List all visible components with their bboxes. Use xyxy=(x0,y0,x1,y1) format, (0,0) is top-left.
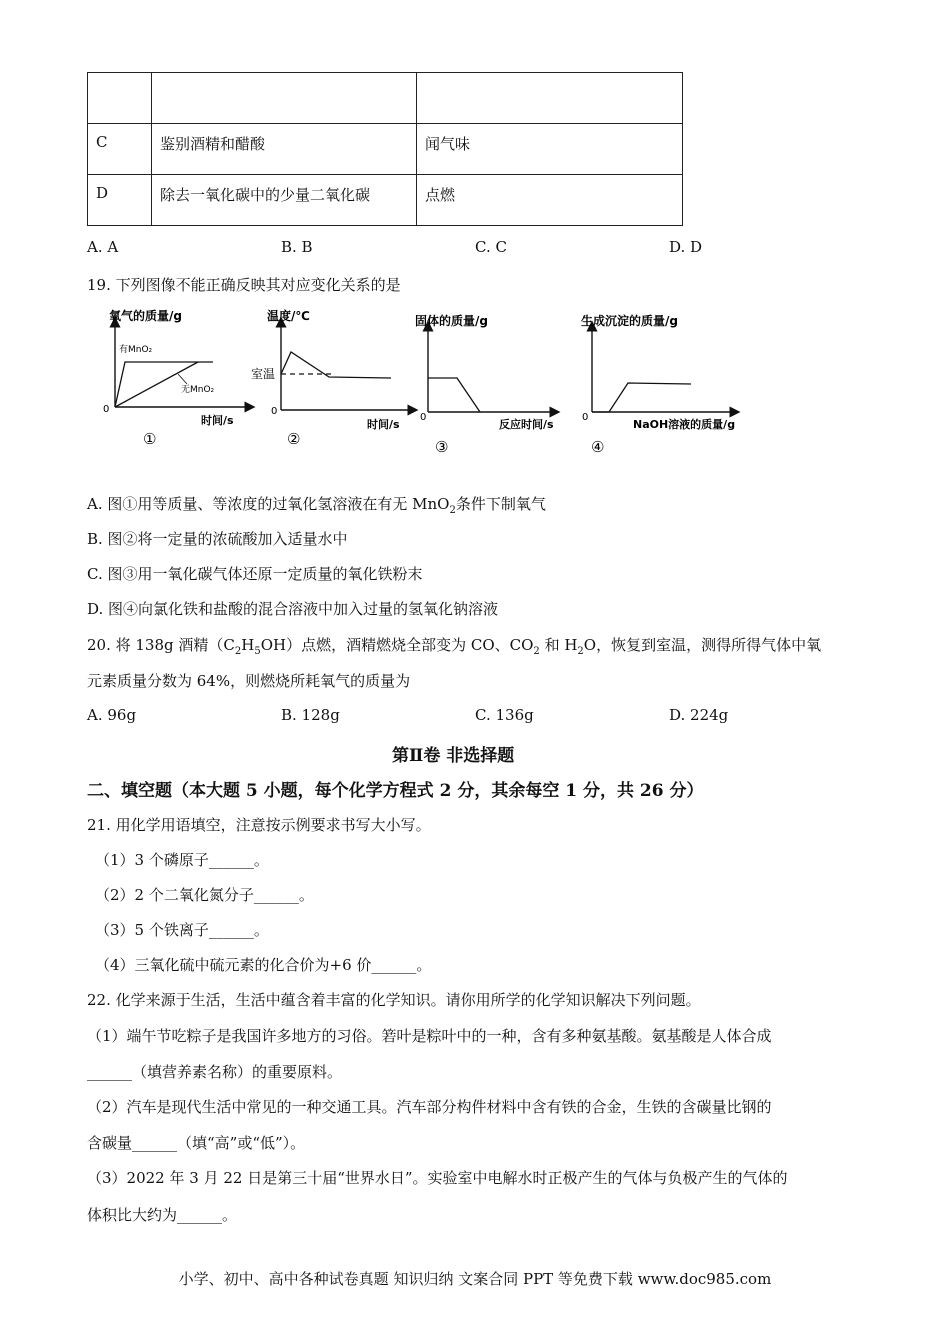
graph-3 xyxy=(415,313,555,456)
q20-sub-co2: 2 xyxy=(533,646,540,657)
q20-sub-h2o: 2 xyxy=(577,646,584,657)
q19-graphs xyxy=(95,300,755,465)
graph4-precipitate-line xyxy=(592,383,691,412)
q20-stem-line2: 元素质量分数为 64%，则燃烧所耗氧气的质量为 xyxy=(87,672,411,690)
q19-option-a-tail: 条件下制氧气 xyxy=(455,495,546,513)
q22-part1-line1: （1）端午节吃粽子是我国许多地方的习俗。箬叶是粽叶中的一种，含有多种氨基酸。氨基酸是人体合成 xyxy=(87,1027,772,1045)
graph1-origin: 0 xyxy=(103,404,110,415)
section-title: 第Ⅱ卷 非选择题 xyxy=(392,746,515,766)
q19-option-c: C. 图③用一氧化碳气体还原一定质量的氧化铁粉末 xyxy=(87,565,423,583)
q21-item-1: （1）3 个磷原子______。 xyxy=(95,851,269,869)
graph2-xlabel: 时间/s xyxy=(367,418,400,431)
q22-part1-line2: ______（填营养素名称）的重要原料。 xyxy=(87,1063,343,1081)
graph1-number: ① xyxy=(143,430,157,448)
graph4-xlabel: NaOH溶液的质量/g xyxy=(633,418,736,431)
q20-text-c: OH）点燃，酒精燃烧全部变为 CO、CO xyxy=(260,636,534,654)
table-cell: C xyxy=(88,124,152,175)
table-cell: 点燃 xyxy=(417,175,683,226)
q19-option-b: B. 图②将一定量的浓硫酸加入适量水中 xyxy=(87,530,348,548)
q20-text-e: O，恢复到室温，测得所得气体中氧 xyxy=(583,636,822,654)
table-row xyxy=(88,73,683,124)
graph1-ylabel: 氧气的质量/g xyxy=(109,309,182,323)
graph3-mass-line xyxy=(428,378,480,412)
graph-1 xyxy=(103,308,250,448)
graph2-number: ② xyxy=(287,430,301,448)
q21-stem: 21. 用化学用语填空，注意按示例要求书写大小写。 xyxy=(87,816,431,834)
q20-text-d: 和 H xyxy=(539,636,578,654)
q20-text-a: 20. 将 138g 酒精（C xyxy=(87,636,235,654)
table-row xyxy=(88,175,683,226)
graph1-label-without: 无MnO₂ xyxy=(181,385,215,395)
graph2-temp-line xyxy=(281,352,391,378)
graph4-origin: 0 xyxy=(582,412,589,423)
q18-option-c: C. C xyxy=(475,238,507,256)
graph4-number: ④ xyxy=(591,438,605,456)
graph3-ylabel: 固体的质量/g xyxy=(415,314,488,328)
graph2-origin: 0 xyxy=(271,406,278,417)
page-footer: 小学、初中、高中各种试卷真题 知识归纳 文案合同 PPT 等免费下载 www.doc985.com xyxy=(178,1270,772,1288)
section-heading: 二、填空题（本大题 5 小题，每个化学方程式 2 分，其余每空 1 分，共 26 分） xyxy=(87,781,704,801)
q20-option-a: A. 96g xyxy=(87,706,137,724)
q19-option-a xyxy=(87,493,546,516)
graph3-origin: 0 xyxy=(420,412,427,423)
q18-option-a: A. A xyxy=(87,238,119,256)
table-cell xyxy=(152,73,417,124)
table-cell xyxy=(417,73,683,124)
options-table xyxy=(87,72,683,226)
q18-option-d: D. D xyxy=(669,238,703,256)
q22-part2-line2: 含碳量______（填“高”或“低”）。 xyxy=(87,1134,306,1152)
q19-stem: 19. 下列图像不能正确反映其对应变化关系的是 xyxy=(87,276,401,294)
q22-part3-line1: （3）2022 年 3 月 22 日是第三十届“世界水日”。实验室中电解水时正极产生的气体与负极产生的气体的 xyxy=(87,1169,788,1187)
table-cell: 鉴别酒精和醋酸 xyxy=(152,124,417,175)
table-cell: 闻气味 xyxy=(417,124,683,175)
graph2-ylabel: 温度/℃ xyxy=(267,309,310,323)
q20-option-d: D. 224g xyxy=(669,706,729,724)
q21-item-2: （2）2 个二氧化氮分子______。 xyxy=(95,886,314,904)
q19-option-d: D. 图④向氯化铁和盐酸的混合溶液中加入过量的氢氧化钠溶液 xyxy=(87,600,499,618)
q20-sub-2: 2 xyxy=(234,646,242,657)
graph2-room-label: 室温 xyxy=(251,367,276,381)
q21-item-3: （3）5 个铁离子______。 xyxy=(95,921,269,939)
graph1-label-with: 有MnO₂ xyxy=(119,345,153,355)
graph-2 xyxy=(251,308,413,448)
q20-sub-5: 5 xyxy=(254,646,261,657)
q19-option-a-text: A. 图①用等质量、等浓度的过氧化氢溶液在有无 xyxy=(87,495,413,513)
graph3-number: ③ xyxy=(435,438,449,456)
table-cell: D xyxy=(88,175,152,226)
q21-item-4: （4）三氧化硫中硫元素的化合价为+6 价______。 xyxy=(95,956,432,974)
graph3-xlabel: 反应时间/s xyxy=(499,418,554,431)
q22-part3-line2: 体积比大约为______。 xyxy=(87,1206,238,1224)
q20-text-b: H xyxy=(241,636,255,654)
q20-stem-line1 xyxy=(87,634,821,657)
q19-option-a-subscript: 2 xyxy=(449,505,456,516)
table-row xyxy=(88,124,683,175)
graph1-xlabel: 时间/s xyxy=(201,414,234,427)
table-cell xyxy=(88,73,152,124)
graph4-ylabel: 生成沉淀的质量/g xyxy=(581,314,678,328)
q18-option-b: B. B xyxy=(281,238,313,256)
table-cell: 除去一氧化碳中的少量二氧化碳 xyxy=(152,175,417,226)
q22-stem: 22. 化学来源于生活，生活中蕴含着丰富的化学知识。请你用所学的化学知识解决下列问题。 xyxy=(87,991,701,1009)
graph-4 xyxy=(581,313,735,456)
q20-option-c: C. 136g xyxy=(475,706,534,724)
q19-option-a-formula: MnO xyxy=(412,495,450,513)
q22-part2-line1: （2）汽车是现代生活中常见的一种交通工具。汽车部分构件材料中含有铁的合金，生铁的含碳量比钢的 xyxy=(87,1098,772,1116)
q20-option-b: B. 128g xyxy=(281,706,340,724)
